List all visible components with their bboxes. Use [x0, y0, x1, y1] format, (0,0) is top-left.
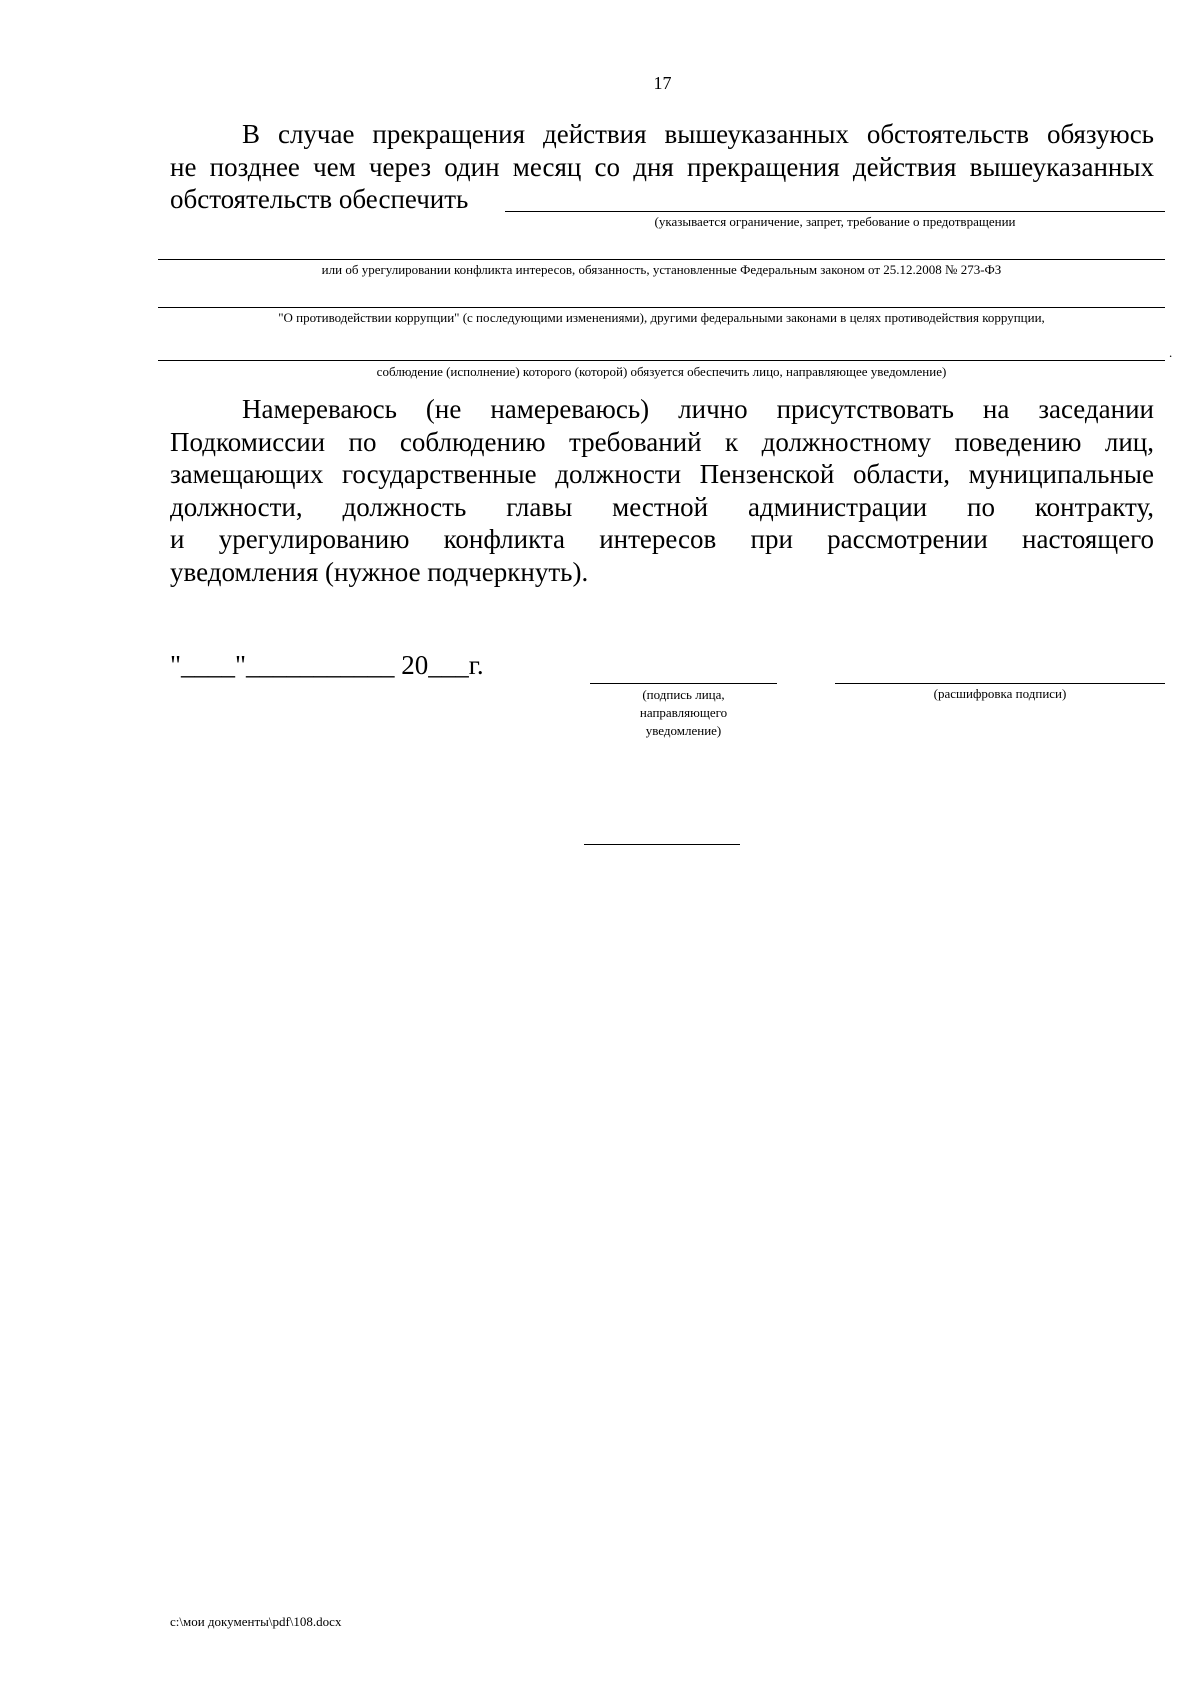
footer-file-path: c:\мои документы\pdf\108.docx — [170, 1614, 342, 1629]
date-field: "____"___________ 20___г. — [170, 650, 484, 680]
obligation-paragraph — [170, 118, 1154, 216]
attendance-paragraph — [170, 393, 1154, 588]
paragraph-line: не позднее чем через один месяц со дня прекращения действия вышеуказанных — [170, 151, 1154, 182]
paragraph-line: должности, должность главы местной администрации по контракту, — [170, 491, 1154, 522]
decoding-caption: (расшифровка подписи) — [933, 686, 1067, 701]
paragraph-line: Подкомиссии по соблюдению требований к должностному поведению лиц, — [170, 426, 1154, 457]
paragraph-line: и урегулированию конфликта интересов при рассмотрении настоящего — [170, 524, 1154, 554]
decoding-line — [835, 683, 1165, 684]
fill-in-line — [158, 360, 1165, 361]
fill-in-line — [158, 307, 1165, 308]
paragraph-line: замещающих государственные должности Пензенской области, муниципальные — [170, 459, 1154, 489]
trailing-dot: . — [1169, 345, 1173, 360]
fill-in-caption: (указывается ограничение, запрет, требование о предотвращении — [654, 214, 1016, 229]
paragraph-line: уведомления (нужное подчеркнуть). — [170, 556, 589, 587]
fill-in-caption: или об урегулировании конфликта интересов, обязанность, установленные Федеральным законом от 25.12.2008 № 273-ФЗ — [321, 262, 1002, 277]
signature-caption: (подпись лица, направляющего уведомление) — [639, 687, 728, 738]
fill-in-caption: соблюдение (исполнение) которого (которой) обязуется обеспечить лицо, направляющее уведомление) — [376, 364, 947, 379]
fill-in-caption: "О противодействии коррупции" (с последующими изменениями), другими федеральными законами в целях противодействия коррупции, — [278, 310, 1045, 325]
fill-in-line — [158, 259, 1165, 260]
paragraph-line: Намереваюсь (не намереваюсь) лично присутствовать на заседании — [242, 394, 1154, 424]
fill-in-line — [505, 211, 1165, 212]
closing-separator — [584, 844, 740, 845]
page-number: 17 — [653, 73, 672, 93]
signature-line — [590, 683, 777, 684]
paragraph-line: В случае прекращения действия вышеуказанных обстоятельств обязуюсь — [242, 119, 1154, 149]
paragraph-line: обстоятельств обеспечить — [170, 184, 469, 214]
